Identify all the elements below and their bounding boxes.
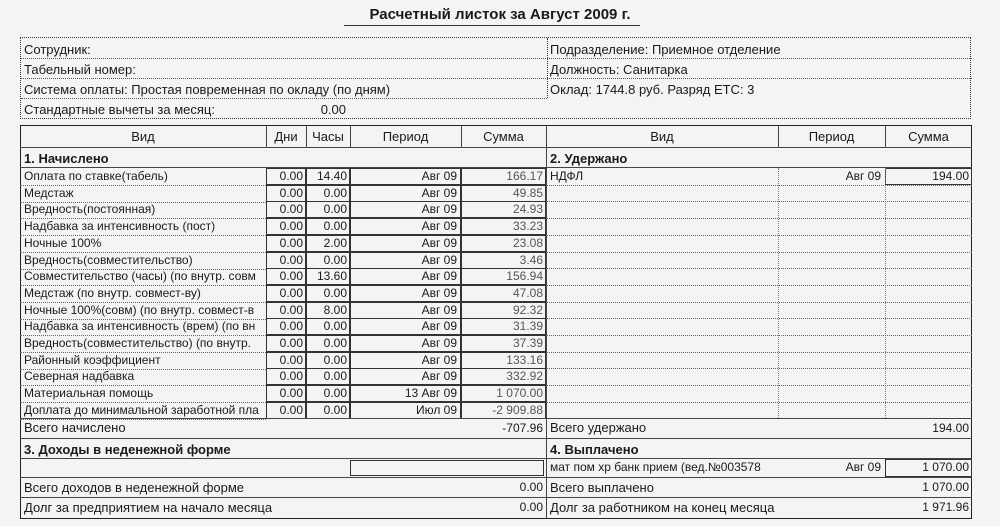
salary: Оклад: 1744.8 руб. Разряд ЕТС: 3	[550, 82, 755, 97]
accrued-row-period: Авг 09	[421, 219, 457, 233]
accrued-row-days: 0.00	[279, 319, 303, 333]
col-period-left: Период	[382, 129, 429, 144]
empty-grid-line	[546, 285, 972, 286]
accrued-row-hours: 0.00	[323, 202, 347, 216]
accrued-row-sum: 49.85	[512, 186, 543, 200]
empty-grid-line	[546, 302, 972, 303]
accrued-row-days: 0.00	[279, 286, 303, 300]
accrued-row-name: Вредность(постоянная)	[24, 202, 156, 216]
col-hours: Часы	[312, 129, 344, 144]
empty-grid-line	[546, 402, 972, 403]
accrued-row-period: Авг 09	[421, 319, 457, 333]
empty-grid-line	[546, 318, 972, 319]
col-sum-right: Сумма	[908, 129, 949, 144]
accrued-row-name: Районный коэффициент	[24, 353, 161, 367]
withheld-total-label: Всего удержано	[550, 420, 647, 435]
empty-grid-line	[546, 235, 972, 236]
accrued-row-days: 0.00	[279, 369, 303, 383]
accrued-row-sum: 47.08	[512, 286, 543, 300]
accrued-row-sum: 23.08	[512, 236, 543, 250]
employee-debt-label: Долг за работником на конец месяца	[550, 500, 775, 515]
accrued-row-sum: 24.93	[512, 202, 543, 216]
accrued-row-period: Авг 09	[421, 353, 457, 367]
col-sum-left: Сумма	[483, 129, 524, 144]
section-withheld-title: 2. Удержано	[550, 151, 628, 166]
empty-grid-line	[546, 368, 972, 369]
col-vid-right: Вид	[650, 129, 674, 144]
accrued-row-name: Материальная помощь	[24, 386, 154, 400]
accrued-row-sum: 92.32	[512, 303, 543, 317]
header-row-line	[20, 147, 972, 148]
withheld-total-value: 194.00	[932, 421, 969, 435]
accrued-row-sum: -2 909.88	[492, 403, 543, 417]
accrued-row-sum: 133.16	[506, 353, 543, 367]
accrued-row-name: Доплата до минимальной заработной пла	[24, 403, 259, 417]
accrued-row-period: Авг 09	[421, 236, 457, 250]
empty-grid-line	[546, 268, 972, 269]
accrued-row-period: Авг 09	[421, 303, 457, 317]
accrued-row-hours: 0.00	[323, 369, 347, 383]
accrued-row-name: Северная надбавка	[24, 369, 135, 383]
accrued-total-value: -707.96	[502, 421, 543, 435]
empty-grid-line	[546, 352, 972, 353]
accrued-total-label: Всего начислено	[24, 420, 126, 435]
col-vid-left: Вид	[131, 129, 155, 144]
employer-debt-label: Долг за предприятием на начало месяца	[24, 500, 273, 515]
empty-grid-line	[546, 185, 972, 186]
accrued-row-days: 0.00	[279, 386, 303, 400]
employer-debt-value: 0.00	[519, 500, 543, 514]
department: Подразделение: Приемное отделение	[550, 42, 781, 57]
accrued-row-sum: 37.39	[512, 336, 543, 350]
accrued-row-hours: 0.00	[323, 286, 347, 300]
accrued-row-name: Совместительство (часы) (по внутр. совм	[24, 269, 256, 283]
accrued-row-period: Авг 09	[421, 269, 457, 283]
accrued-row-hours: 0.00	[323, 403, 347, 417]
accrued-row-period: Июл 09	[415, 403, 457, 417]
empty-grid-line	[546, 218, 972, 219]
accrued-row-hours: 0.00	[323, 186, 347, 200]
accrued-row-period: Авг 09	[421, 253, 457, 267]
accrued-row-name: Ночные 100%	[24, 236, 102, 250]
deductions-label: Стандартные вычеты за месяц:	[24, 102, 215, 117]
accrued-row-hours: 0.00	[323, 386, 347, 400]
accrued-row-sum: 1 070.00	[496, 386, 543, 400]
empty-grid-line	[546, 252, 972, 253]
position: Должность: Санитарка	[550, 62, 688, 77]
accrued-row-name: Оплата по ставке(табель)	[24, 169, 168, 183]
pay-system: Система оплаты: Простая повременная по окладу (по дням)	[24, 82, 391, 97]
accrued-row-period: Авг 09	[421, 169, 457, 183]
accrued-row-period: Авг 09	[421, 369, 457, 383]
empty-grid-line	[546, 201, 972, 202]
paid-row-sum: 1 070.00	[922, 460, 969, 474]
paid-total-label: Всего выплачено	[550, 480, 654, 495]
section-paid-title: 4. Выплачено	[550, 442, 639, 457]
accrued-row-days: 0.00	[279, 219, 303, 233]
accrued-row-hours: 0.00	[323, 319, 347, 333]
accrued-row-name: Медстаж (по внутр. совмест-ву)	[24, 286, 201, 300]
paid-row-name: мат пом хр банк прием (вед.№003578	[550, 460, 761, 474]
accrued-row-period: Авг 09	[421, 336, 457, 350]
accrued-row-days: 0.00	[279, 186, 303, 200]
accrued-row-days: 0.00	[279, 236, 303, 250]
withheld-row-name: НДФЛ	[550, 169, 584, 183]
accrued-row-name: Ночные 100%(совм) (по внутр. совмест-в	[24, 303, 255, 317]
accrued-row-period: Авг 09	[421, 202, 457, 216]
section-noncash-title: 3. Доходы в неденежной форме	[24, 442, 231, 457]
accrued-row-sum: 166.17	[506, 169, 543, 183]
accrued-row-days: 0.00	[279, 403, 303, 417]
accrued-row-sum: 33.23	[512, 219, 543, 233]
noncash-empty-row	[350, 460, 544, 476]
accrued-row-name: Надбавка за интенсивность (пост)	[24, 219, 216, 233]
accrued-row-name: Вредность(совместительство) (по внутр.	[24, 336, 251, 350]
empty-grid-line	[546, 335, 972, 336]
paid-total-value: 1 070.00	[922, 480, 969, 494]
accrued-row-hours: 0.00	[323, 336, 347, 350]
title-underline	[344, 25, 640, 26]
employee-debt-value: 1 971.96	[922, 500, 969, 514]
accrued-row-hours: 14.40	[316, 169, 347, 183]
accrued-row-hours: 2.00	[323, 236, 347, 250]
accrued-row-sum: 332.92	[506, 369, 543, 383]
col-period-right: Период	[808, 129, 855, 144]
paid-row-period: Авг 09	[845, 460, 881, 474]
withheld-row-period: Авг 09	[845, 169, 881, 183]
tab-number-label: Табельный номер:	[24, 62, 136, 77]
accrued-row-days: 0.00	[279, 253, 303, 267]
accrued-row-period: 13 Авг 09	[404, 386, 457, 400]
accrued-row-period: Авг 09	[421, 186, 457, 200]
accrued-row-days: 0.00	[279, 169, 303, 183]
accrued-row-period: Авг 09	[421, 286, 457, 300]
accrued-row-days: 0.00	[279, 353, 303, 367]
withheld-row-sum: 194.00	[932, 169, 969, 183]
accrued-row-days: 0.00	[279, 303, 303, 317]
accrued-row-days: 0.00	[279, 336, 303, 350]
accrued-row-name: Надбавка за интенсивность (врем) (по вн	[24, 319, 256, 333]
empty-grid-line	[546, 385, 972, 386]
accrued-row-sum: 31.39	[512, 319, 543, 333]
accrued-row-name: Вредность(совместительство)	[24, 253, 193, 267]
accrued-row-days: 0.00	[279, 269, 303, 283]
page-title: Расчетный листок за Август 2009 г.	[369, 6, 631, 23]
accrued-row-hours: 8.00	[323, 303, 347, 317]
col-days: Дни	[274, 129, 298, 144]
employee-label: Сотрудник:	[24, 42, 91, 57]
accrued-row-hours: 0.00	[323, 219, 347, 233]
section-accrued-title: 1. Начислено	[24, 151, 109, 166]
noncash-total-label: Всего доходов в неденежной форме	[24, 480, 245, 495]
accrued-row-hours: 0.00	[323, 253, 347, 267]
noncash-total-value: 0.00	[519, 480, 543, 494]
accrued-row-sum: 3.46	[519, 253, 543, 267]
accrued-row-days: 0.00	[279, 202, 303, 216]
deductions-value: 0.00	[320, 102, 346, 117]
accrued-row-name: Медстаж	[24, 186, 74, 200]
accrued-row-hours: 13.60	[316, 269, 347, 283]
accrued-row-hours: 0.00	[323, 353, 347, 367]
accrued-row-sum: 156.94	[506, 269, 543, 283]
